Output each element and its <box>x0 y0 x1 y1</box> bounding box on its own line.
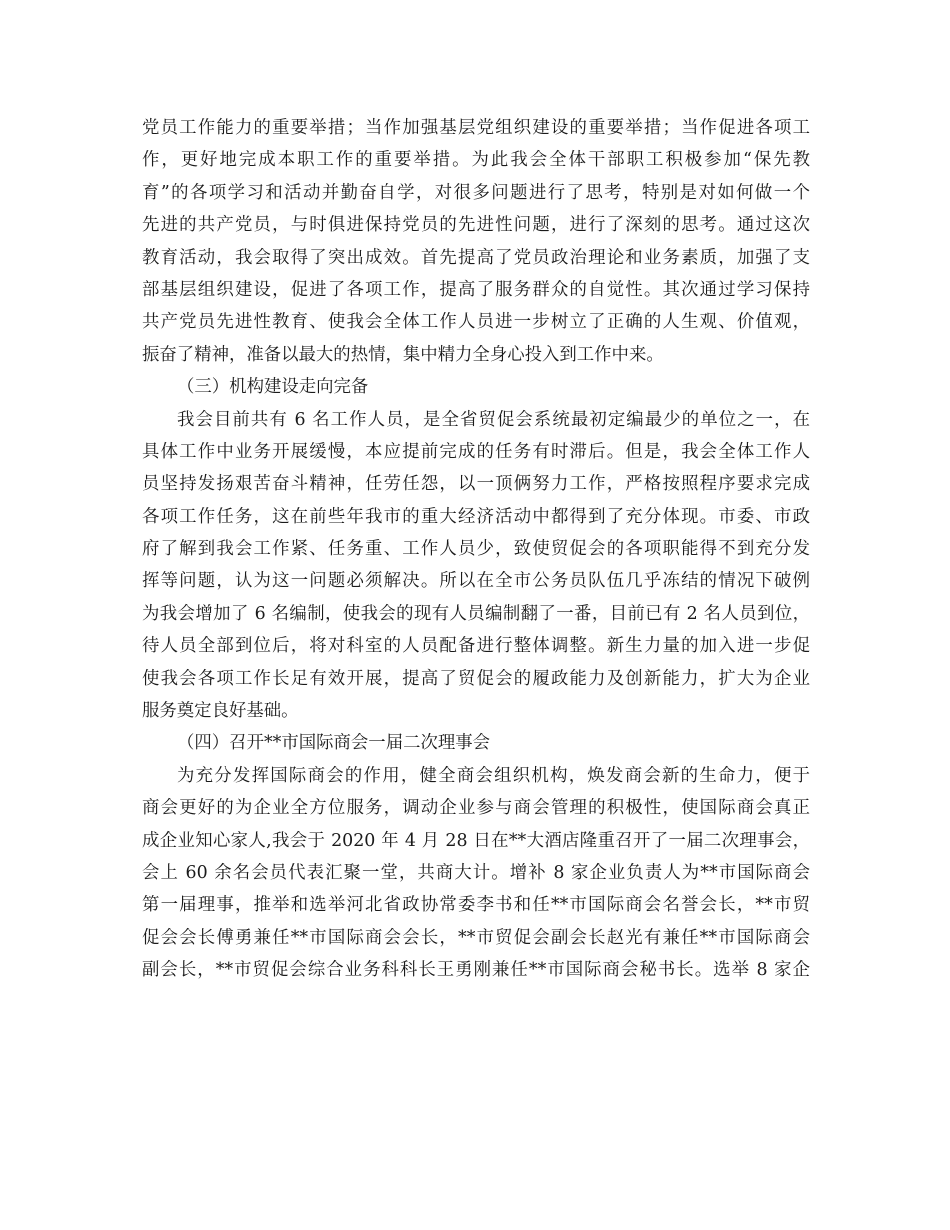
text-line: 使我会各项工作长足有效开展，提高了贸促会的履政能力及创新能力，扩大为企业 <box>142 668 810 689</box>
text-line: 待人员全部到位后，将对科室的人员配备进行整体调整。新生力量的加入进一步促 <box>142 636 810 657</box>
text-line: 副会长，**市贸促会综合业务科科长王勇刚兼任**市国际商会秘书长。选举 8 家企 <box>142 960 810 981</box>
text-line: 会上 60 余名会员代表汇聚一堂，共商大计。增补 8 家企业负责人为**市国际商会 <box>142 862 810 883</box>
text-line: 挥等问题，认为这一问题必须解决。所以在全市公务员队伍几乎冻结的情况下破例 <box>142 571 810 592</box>
text-line: 为充分发挥国际商会的作用，健全商会组织机构，焕发商会新的生命力，便于 <box>177 765 810 786</box>
text-line: 促会会长傅勇兼任**市国际商会会长，**市贸促会副会长赵光有兼任**市国际商会 <box>142 927 810 948</box>
text-line: 党员工作能力的重要举措；当作加强基层党组织建设的重要举措；当作促进各项工 <box>142 118 810 138</box>
text-line: 服务奠定良好基础。 <box>142 701 299 722</box>
text-line: 我会目前共有 6 名工作人员，是全省贸促会系统最初定编最少的单位之一，在 <box>177 409 810 430</box>
text-line: 具体工作中业务开展缓慢，本应提前完成的任务有时滞后。但是，我会全体工作人 <box>142 441 810 462</box>
text-line: 各项工作任务，这在前些年我市的重大经济活动中都得到了充分体现。市委、市政 <box>142 506 810 527</box>
text-line: 成企业知心家人,我会于 2020 年 4 月 28 日在**大酒店隆重召开了一届二次理事会， <box>142 830 810 851</box>
text-line: 振奋了精神，准备以最大的热情，集中精力全身心投入到工作中来。 <box>142 344 664 365</box>
text-line: 育”的各项学习和活动并勤奋自学，对很多问题进行了思考，特别是对如何做一个 <box>142 182 810 203</box>
text-line: 部基层组织建设，促进了各项工作，提高了服务群众的自觉性。其次通过学习保持 <box>142 279 810 300</box>
section-heading: （三）机构建设走向完备 <box>177 377 369 398</box>
text-line: 教育活动，我会取得了突出成效。首先提高了党员政治理论和业务素质，加强了支 <box>142 247 810 268</box>
text-line: 作，更好地完成本职工作的重要举措。为此我会全体干部职工积极参加“保先教 <box>142 150 810 171</box>
text-line: 府了解到我会工作紧、任务重、工作人员少，致使贸促会的各项职能得不到充分发 <box>142 539 810 560</box>
text-line: 第一届理事，推举和选举河北省政协常委李书和任**市国际商会名誉会长，**市贸 <box>142 895 810 916</box>
text-line: 商会更好的为企业全方位服务，调动企业参与商会管理的积极性，使国际商会真正 <box>142 798 810 819</box>
text-line: 为我会增加了 6 名编制，使我会的现有人员编制翻了一番，目前已有 2 名人员到位， <box>142 603 810 624</box>
text-line: 先进的共产党员，与时俱进保持党员的先进性问题，进行了深刻的思考。通过这次 <box>142 215 810 236</box>
section-heading: （四）召开**市国际商会一届二次理事会 <box>177 733 491 754</box>
document-body <box>142 112 810 987</box>
text-line: 员坚持发扬艰苦奋斗精神，任劳任怨，以一顶俩努力工作，严格按照程序要求完成 <box>142 474 810 495</box>
text-line: 共产党员先进性教育、使我会全体工作人员进一步树立了正确的人生观、价值观， <box>142 312 810 333</box>
